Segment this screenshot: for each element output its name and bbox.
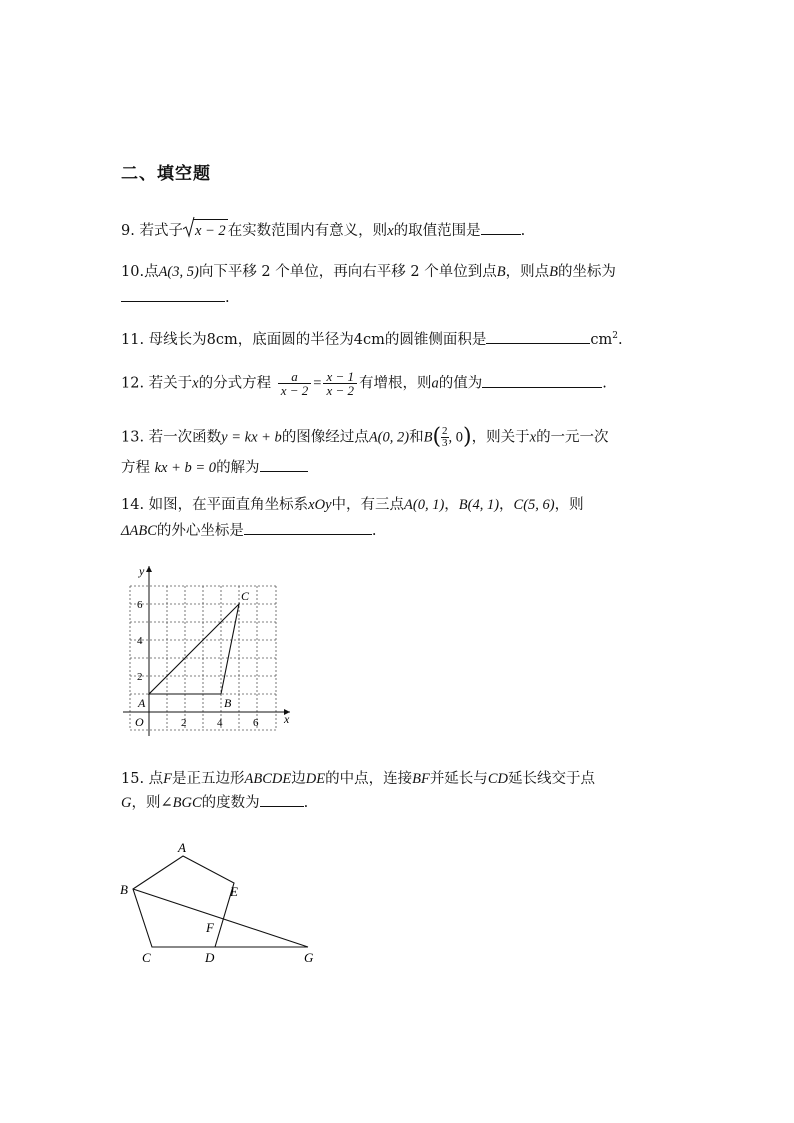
- q10-point-b: B: [496, 264, 506, 280]
- y-tick-4: 4: [137, 635, 143, 647]
- question-12: [121, 370, 607, 397]
- q10-end: .: [225, 290, 230, 306]
- q15-line2-post: 的度数为: [201, 795, 260, 811]
- question-14-line2: [121, 520, 377, 542]
- q12-text-post: 的值为: [438, 375, 483, 392]
- q14-point-b: B(4, 1): [458, 497, 500, 513]
- line-bg: [133, 889, 308, 947]
- q12-f1-den: x − 2: [280, 383, 309, 398]
- point-c-label: C: [241, 589, 250, 603]
- point-a-label: A: [138, 696, 146, 710]
- q14-text-pre: 如图，在平面直角坐标系: [148, 497, 309, 513]
- q11-unit-sup: 2: [612, 331, 618, 341]
- y-axis-label: y: [139, 564, 145, 578]
- point-f-label: F: [206, 920, 214, 935]
- point-d-label: D: [205, 950, 215, 965]
- q12-end: .: [602, 375, 607, 392]
- q11-answer-blank[interactable]: [486, 329, 590, 344]
- q12-f2-den: x − 2: [326, 383, 354, 398]
- q13-point-b-frac: [441, 426, 449, 449]
- q11-number: 11.: [121, 331, 145, 348]
- q12-fraction-1: [278, 370, 312, 397]
- q13-function: y = kx + b: [221, 429, 282, 446]
- q9-text-pre: 若式子: [139, 223, 183, 239]
- q10-text-mid2: ，则点: [505, 264, 550, 280]
- q12-f2-num: x − 1: [323, 370, 357, 384]
- q14-number: 14.: [121, 497, 145, 513]
- q12-var2: a: [431, 375, 439, 392]
- question-9: [121, 219, 525, 242]
- question-11: [121, 325, 623, 351]
- question-10-line2: [121, 287, 230, 309]
- q11-unit: cm: [590, 331, 613, 348]
- q13-frac-den: 3: [442, 437, 448, 449]
- x-axis-label: x: [284, 712, 290, 726]
- q11-text: 母线长为8cm，底面圆的半径为4cm的圆锥侧面积是: [148, 331, 487, 348]
- triangle-abc: [149, 604, 239, 694]
- q9-sqrt: [183, 219, 228, 242]
- q9-end: .: [520, 223, 526, 239]
- q13-point-a: A(0, 2): [368, 429, 410, 446]
- point-g-label: G: [304, 950, 314, 965]
- q12-f1-num: a: [278, 370, 312, 384]
- q13-text-pre: 若一次函数: [148, 429, 222, 446]
- q15-text-post: 延长线交于点: [507, 771, 595, 787]
- q9-answer-blank[interactable]: [481, 220, 521, 235]
- q9-number: 9.: [121, 223, 135, 239]
- q15-segment-bf: BF: [412, 771, 430, 787]
- q14-sep2: ，: [499, 497, 514, 513]
- point-b-label: B: [224, 696, 232, 710]
- q15-answer-blank[interactable]: [260, 792, 304, 807]
- q13-and: 和: [409, 429, 424, 446]
- q9-radicand: x − 2: [193, 219, 228, 242]
- q15-point-f: F: [163, 771, 173, 787]
- question-14: [121, 494, 584, 516]
- q12-equals: =: [313, 375, 322, 392]
- q15-angle: ∠BGC: [160, 795, 202, 811]
- q15-line2-mid: ，则: [131, 795, 161, 811]
- q10-text-post: 的坐标为: [557, 264, 616, 280]
- q9-var: x: [387, 223, 394, 239]
- q11-end: .: [617, 331, 623, 348]
- q13-var: x: [529, 429, 537, 446]
- point-c-label: C: [142, 950, 151, 965]
- q13-frac-num: 2: [442, 425, 448, 437]
- q10-point: A(3, 5): [158, 264, 199, 280]
- q14-answer-blank[interactable]: [244, 520, 372, 535]
- q14-end: .: [371, 523, 377, 539]
- question-15: [121, 768, 595, 790]
- y-axis-arrow: [146, 566, 152, 572]
- question-13-line2: [121, 457, 308, 479]
- q10-text-pre: 点: [144, 264, 159, 280]
- q10-text-mid: 向下平移 2 个单位，再向右平移 2 个单位到点: [198, 264, 497, 280]
- section-title: 二、填空题: [121, 164, 211, 184]
- figure-15-pentagon: [115, 838, 325, 968]
- q12-fraction-2: [323, 370, 357, 397]
- q10-number: 10.: [121, 264, 145, 280]
- q14-system: xOy: [308, 497, 332, 513]
- q12-text-mid: 的分式方程: [198, 375, 272, 392]
- q13-answer-blank[interactable]: [260, 457, 308, 472]
- figure-14-coordinate-grid: [118, 560, 308, 740]
- q13-equation: kx + b = 0: [154, 460, 217, 476]
- q12-text-pre: 若关于: [148, 375, 193, 392]
- q12-text-mid2: 有增根，则: [359, 375, 432, 392]
- q15-text-mid4: 并延长与: [429, 771, 488, 787]
- point-e-label: E: [230, 884, 238, 899]
- q15-side: DE: [305, 771, 326, 787]
- q15-end: .: [303, 795, 309, 811]
- q14-point-c: C(5, 6): [513, 497, 555, 513]
- q13-point-b-label: B: [423, 429, 433, 446]
- q14-line2-post: 的外心坐标是: [156, 523, 244, 539]
- x-tick-2: 2: [181, 717, 187, 729]
- q15-text-pre: 点: [148, 771, 164, 787]
- q14-text-mid: 中，有三点: [331, 497, 405, 513]
- q12-var: x: [192, 375, 199, 392]
- pentagon-abcde: [133, 856, 234, 947]
- x-tick-6: 6: [253, 717, 259, 729]
- origin-label: O: [135, 715, 144, 729]
- q15-text-mid3: 的中点，连接: [325, 771, 413, 787]
- q10-answer-blank[interactable]: [121, 287, 225, 302]
- q12-answer-blank[interactable]: [482, 373, 602, 388]
- question-13: 13. 若一次函数y = kx + b的图像经过点A(0, 2)和B( $\frac{2}{3}$ , 0)，则关于x的一元一次: [121, 424, 609, 450]
- question-15-line2: [121, 792, 308, 814]
- q13-line2-pre: 方程: [121, 460, 150, 476]
- q13-line2-post: 的解为: [216, 460, 260, 476]
- q15-point-g: G: [121, 795, 132, 811]
- q13-point-b-rest: , 0: [448, 429, 464, 446]
- q10-point-b2: B: [549, 264, 558, 280]
- q13-text-mid2: ，则关于: [471, 429, 530, 446]
- q13-text-mid: 的图像经过点: [281, 429, 369, 446]
- x-tick-4: 4: [217, 717, 223, 729]
- y-tick-6: 6: [137, 599, 143, 611]
- q15-segment-cd: CD: [487, 771, 508, 787]
- q14-sep1: ，: [444, 497, 459, 513]
- q15-number: 15.: [121, 771, 145, 787]
- y-tick-2: 2: [137, 671, 143, 683]
- q13-text-mid3: 的一元一次: [536, 429, 609, 446]
- q9-text-mid: 在实数范围内有意义，则: [227, 223, 388, 239]
- grid-lines: [130, 586, 276, 730]
- point-b-label: B: [120, 882, 128, 897]
- q15-text-mid: 是正五边形: [172, 771, 245, 787]
- point-a-label: A: [178, 840, 186, 855]
- q15-text-mid2: 边: [291, 771, 306, 787]
- q14-triangle: ΔABC: [121, 523, 157, 539]
- q12-number: 12.: [121, 375, 145, 392]
- q14-text-post: ，则: [554, 497, 584, 513]
- q15-polygon: ABCDE: [244, 771, 292, 787]
- question-10: [121, 261, 616, 283]
- q9-text-post: 的取值范围是: [393, 223, 481, 239]
- q13-number: 13.: [121, 429, 145, 446]
- q14-point-a: A(0, 1): [404, 497, 445, 513]
